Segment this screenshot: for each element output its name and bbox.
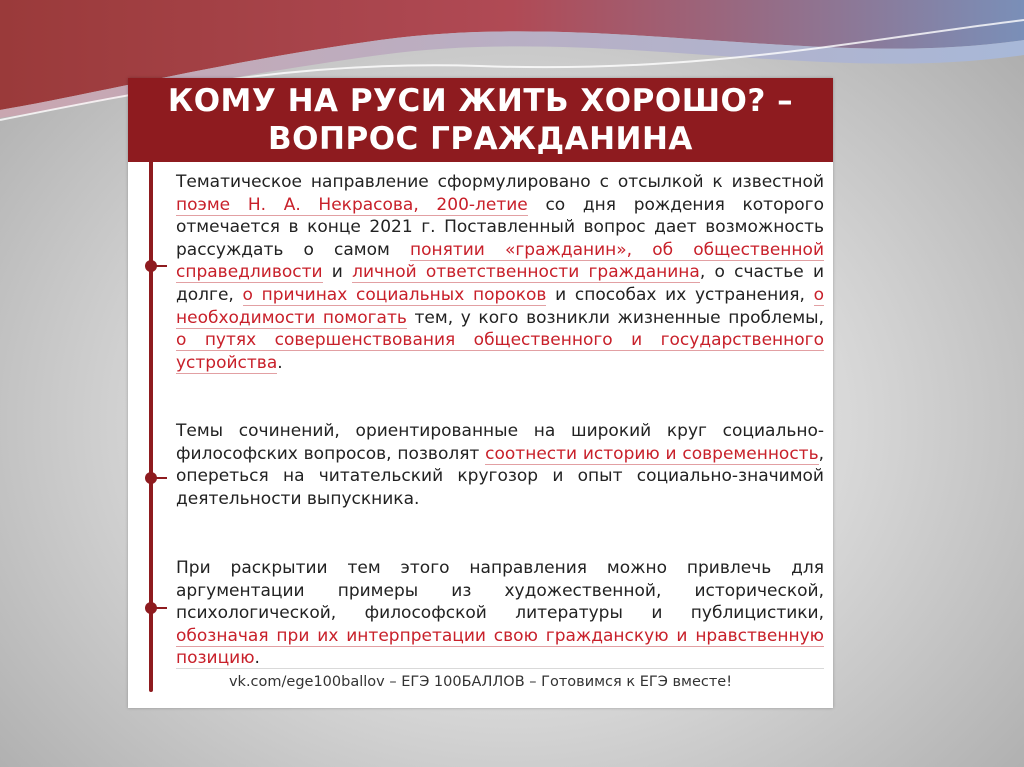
paragraph-essay-topics [176, 420, 824, 510]
paragraph-theme [176, 171, 824, 374]
highlight-segment: личной ответственности гражданина [352, 262, 700, 283]
title-line-2: ВОПРОС ГРАЖДАНИНА [268, 121, 693, 157]
text-segment: , опереться на читательский кругозор и опыт социально-значимой деятельности выпускника. [176, 443, 825, 509]
text-segment: Тематическое направление сформулировано с отсылкой к известной [176, 172, 824, 192]
title-line-1: КОМУ НА РУСИ ЖИТЬ ХОРОШО? – [167, 83, 794, 119]
text-segment: и способах их устранения, [546, 284, 814, 305]
text-segment: со дня рождения которого отмечается в конце 2021 г. Поставленный вопрос дает возможность рассуждать о самом [176, 194, 824, 260]
info-card [128, 78, 833, 708]
timeline-node-2 [145, 472, 157, 484]
paragraph-arguments [176, 557, 824, 670]
footer-divider [176, 668, 824, 669]
highlight-segment: обозначая при их интерпретации свою гражданскую и нравственную позицию [176, 625, 824, 669]
highlight-segment: о причинах социальных пороков [242, 284, 547, 305]
text-segment: Темы сочинений, ориентированные на широкий круг социально-философских вопросов, позволят [176, 421, 824, 464]
text-segment: . [254, 648, 260, 669]
highlight-segment: о необходимости помогать [176, 284, 824, 328]
text-segment: . [277, 352, 283, 373]
highlight-segment: поэме Н. А. Некрасова, 200-летие [176, 194, 528, 215]
highlight-segment: о путях совершенствования общественного и государственного устройства [176, 330, 824, 373]
text-segment: При раскрытии тем этого направления можно привлечь для аргументации примеры из художественной, исторической, психологической, философской литературы и публицистики, [176, 558, 824, 624]
card-title-banner [128, 78, 833, 162]
timeline-node-1 [145, 260, 157, 272]
text-segment: тем, у кого возникли жизненные проблемы, [406, 307, 824, 328]
highlight-segment: понятии «гражданин», об общественной справедливости [176, 239, 824, 283]
highlight-segment: соотнести историю и современность [485, 443, 819, 464]
text-segment: , о счастье и долге, [176, 262, 824, 305]
timeline-node-3 [145, 602, 157, 614]
footer-source: vk.com/ege100ballov – ЕГЭ 100БАЛЛОВ – Готовимся к ЕГЭ вместе! [228, 674, 733, 690]
text-segment: и [322, 262, 353, 283]
